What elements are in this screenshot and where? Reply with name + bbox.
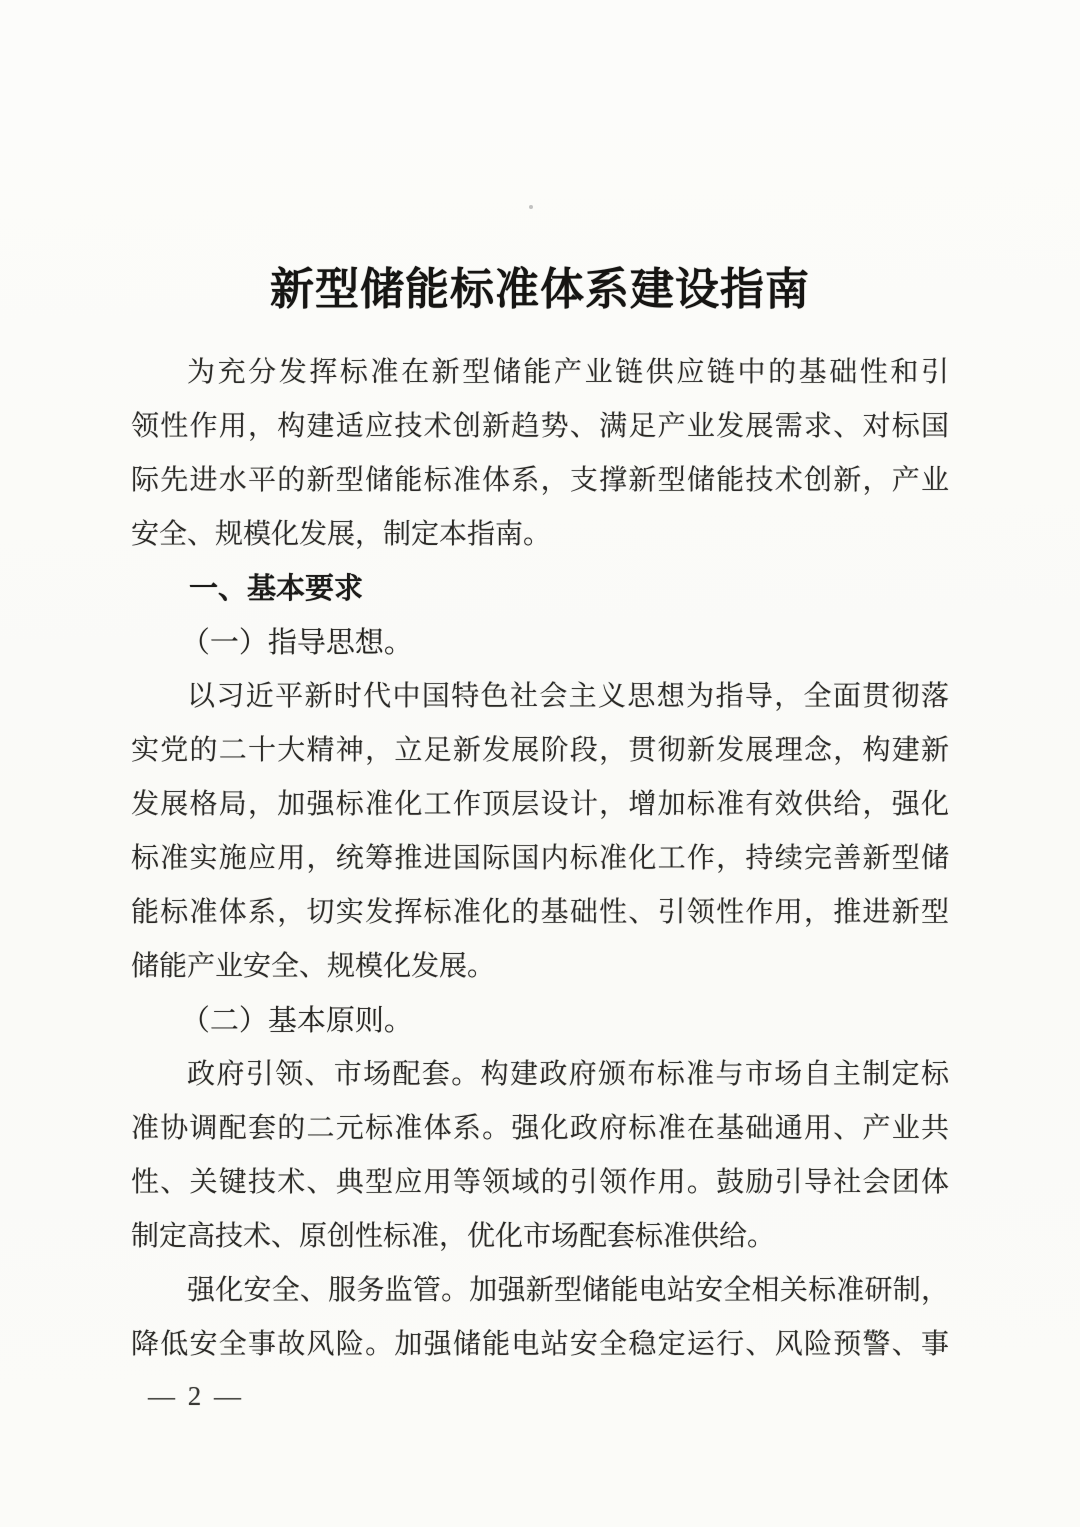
body-line: 储能产业安全、规模化发展。 bbox=[131, 951, 496, 982]
page-number: — 2 — bbox=[148, 1381, 244, 1411]
body-line: 安全、规模化发展，制定本指南。 bbox=[131, 519, 552, 550]
body-line: 政府引领、市场配套。构建政府颁布标准与市场自主制定标 bbox=[187, 1059, 949, 1090]
body-line: 领性作用，构建适应技术创新趋势、满足产业发展需求、对标国 bbox=[131, 411, 949, 442]
subsection-heading: （一）指导思想。 bbox=[180, 627, 413, 659]
body-line: 降低安全事故风险。加强储能电站安全稳定运行、风险预警、事 bbox=[131, 1329, 949, 1360]
body-line: 发展格局，加强标准化工作顶层设计，增加标准有效供给，强化 bbox=[131, 789, 949, 820]
body-line: 性、关键技术、典型应用等领域的引领作用。鼓励引导社会团体 bbox=[131, 1167, 949, 1198]
document-title: 新型储能标准体系建设指南 bbox=[270, 265, 810, 315]
body-line: 实党的二十大精神，立足新发展阶段，贯彻新发展理念，构建新 bbox=[131, 735, 949, 766]
body-line: 际先进水平的新型储能标准体系，支撑新型储能技术创新，产业 bbox=[131, 465, 949, 496]
body-line: 准协调配套的二元标准体系。强化政府标准在基础通用、产业共 bbox=[131, 1113, 949, 1144]
body-line: 制定高技术、原创性标准，优化市场配套标准供给。 bbox=[131, 1221, 776, 1252]
subsection-heading: （二）基本原则。 bbox=[180, 1005, 413, 1037]
body-line: 为充分发挥标准在新型储能产业链供应链中的基础性和引 bbox=[187, 357, 949, 388]
body-line: 以习近平新时代中国特色社会主义思想为指导，全面贯彻落 bbox=[187, 681, 949, 712]
body-line: 标准实施应用，统筹推进国际国内标准化工作，持续完善新型储 bbox=[131, 843, 949, 874]
scan-speck bbox=[529, 205, 533, 209]
document-body bbox=[131, 346, 949, 1372]
body-line: 能标准体系，切实发挥标准化的基础性、引领性作用，推进新型 bbox=[131, 897, 949, 928]
section-heading: 一、基本要求 bbox=[189, 573, 364, 605]
body-line: 强化安全、服务监管。加强新型储能电站安全相关标准研制， bbox=[187, 1275, 949, 1306]
